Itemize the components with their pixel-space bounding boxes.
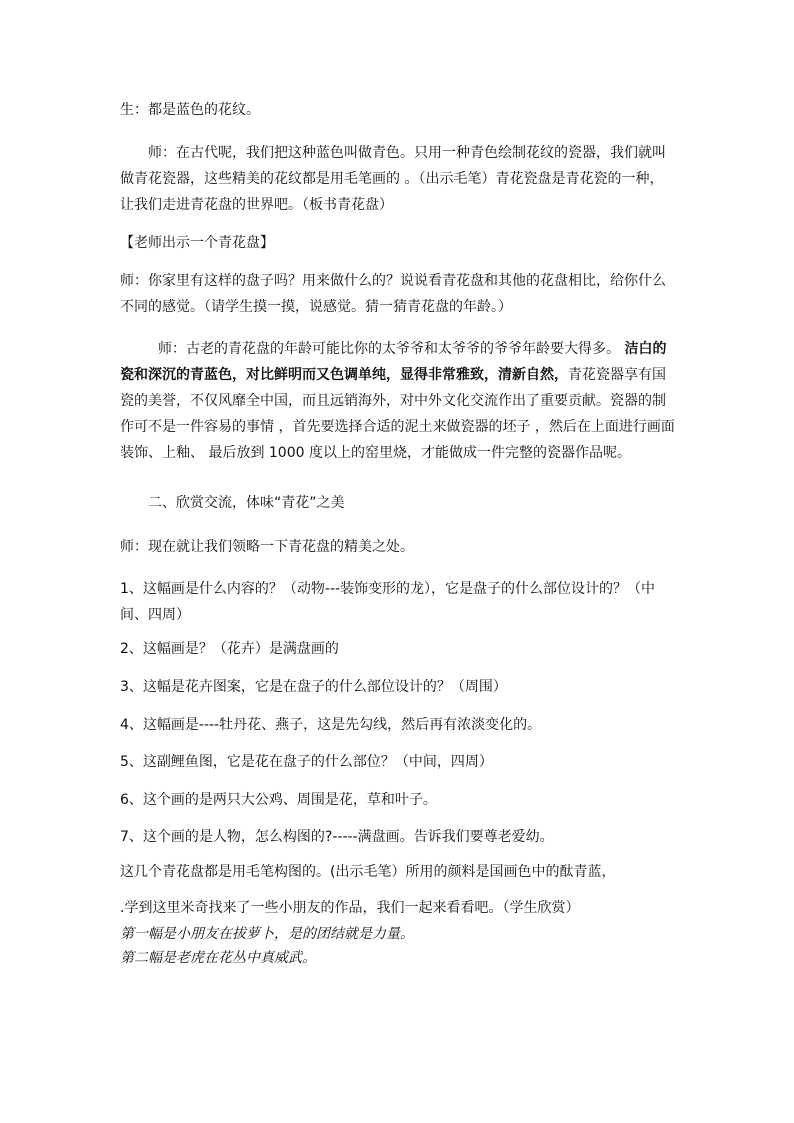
- paragraph-teacher-lead: 师：现在就让我们领略一下青花盘的精美之处。: [120, 539, 414, 555]
- paragraph-teacher-question: 师：你家里有这样的盘子吗？用来做什么的？说说看青花盘和其他的花盘相比，给你什么不同的感觉。（请学生摸一摸，说感觉。猜一猜青花盘的年龄。）: [120, 273, 666, 315]
- explanation-text-c: 青花瓷器享有国瓷的美誉，不仅风靡全中国，而且远销海外，对中外文化交流作出了重要贡献。瓷器的制作可不是一件容易的事情 ，首先要选择合适的泥土来做瓷器的坯子 ，然后在上面进行画面装饰、上釉、 最后放到 1000 度以上的窑里烧，才能做成一件完整的瓷器作品呢。: [120, 367, 675, 461]
- paragraph-work-two: 第二幅是老虎在花丛中真威武。: [120, 950, 316, 966]
- paragraph-student-answer: 生：都是蓝色的花纹。: [120, 102, 260, 118]
- section-heading-appreciation: 二、欣赏交流，体味“青花”之美: [148, 495, 345, 511]
- paragraph-student-works: .学到这里米奇找来了一些小朋友的作品，我们一起来看看吧。（学生欣赏）: [120, 900, 580, 916]
- explanation-bold-text: 洁白的瓷和深沉的青蓝色，对比鲜明而又色调单纯，显得非常雅致，清新自然，: [120, 341, 667, 383]
- paragraph-teacher-intro: 师：在古代呢，我们把这种蓝色叫做青色。只用一种青色绘制花纹的瓷器，我们就叫做青花瓷器，这些精美的花纹都是用毛笔画的 。（出示毛笔）青花瓷盘是青花瓷的一种，让我们走进青花盘的世界吧。（板书青花盘）: [120, 145, 666, 213]
- list-item-question-4: 4、这幅画是----牡丹花、燕子，这是先勾线，然后再有浓淡变化的。: [120, 717, 542, 733]
- list-item-question-2: 2、这幅画是？（花卉）是满盘画的: [120, 641, 339, 657]
- paragraph-brush-pigment: 这几个青花盘都是用毛笔构图的。(出示毛笔）所用的颜料是国画色中的酞青蓝，: [120, 864, 616, 880]
- list-item-question-5: 5、这副鲤鱼图，它是花在盘子的什么部位？（中间，四周）: [120, 754, 493, 770]
- explanation-text-a: 师：古老的青花盘的年龄可能比你的太爷爷和太爷爷的爷爷年龄要大得多。: [158, 341, 625, 357]
- paragraph-show-plate: 【老师出示一个青花盘】: [120, 235, 274, 251]
- paragraph-teacher-explanation: [120, 336, 676, 466]
- list-item-question-3: 3、这幅是花卉图案，它是在盘子的什么部位设计的？（周围）: [120, 679, 507, 695]
- list-item-question-1: 1、这幅画是什么内容的？（动物---装饰变形的龙），它是盘子的什么部位设计的？（中间、四周）: [120, 581, 656, 623]
- list-item-question-7: 7、这个画的是人物，怎么构图的?-----满盘画。告诉我们要尊老爱幼。: [120, 829, 554, 845]
- list-item-question-6: 6、这个画的是两只大公鸡、周围是花，草和叶子。: [120, 792, 437, 808]
- paragraph-work-one: 第一幅是小朋友在拔萝卜，是的团结就是力量。: [120, 926, 414, 942]
